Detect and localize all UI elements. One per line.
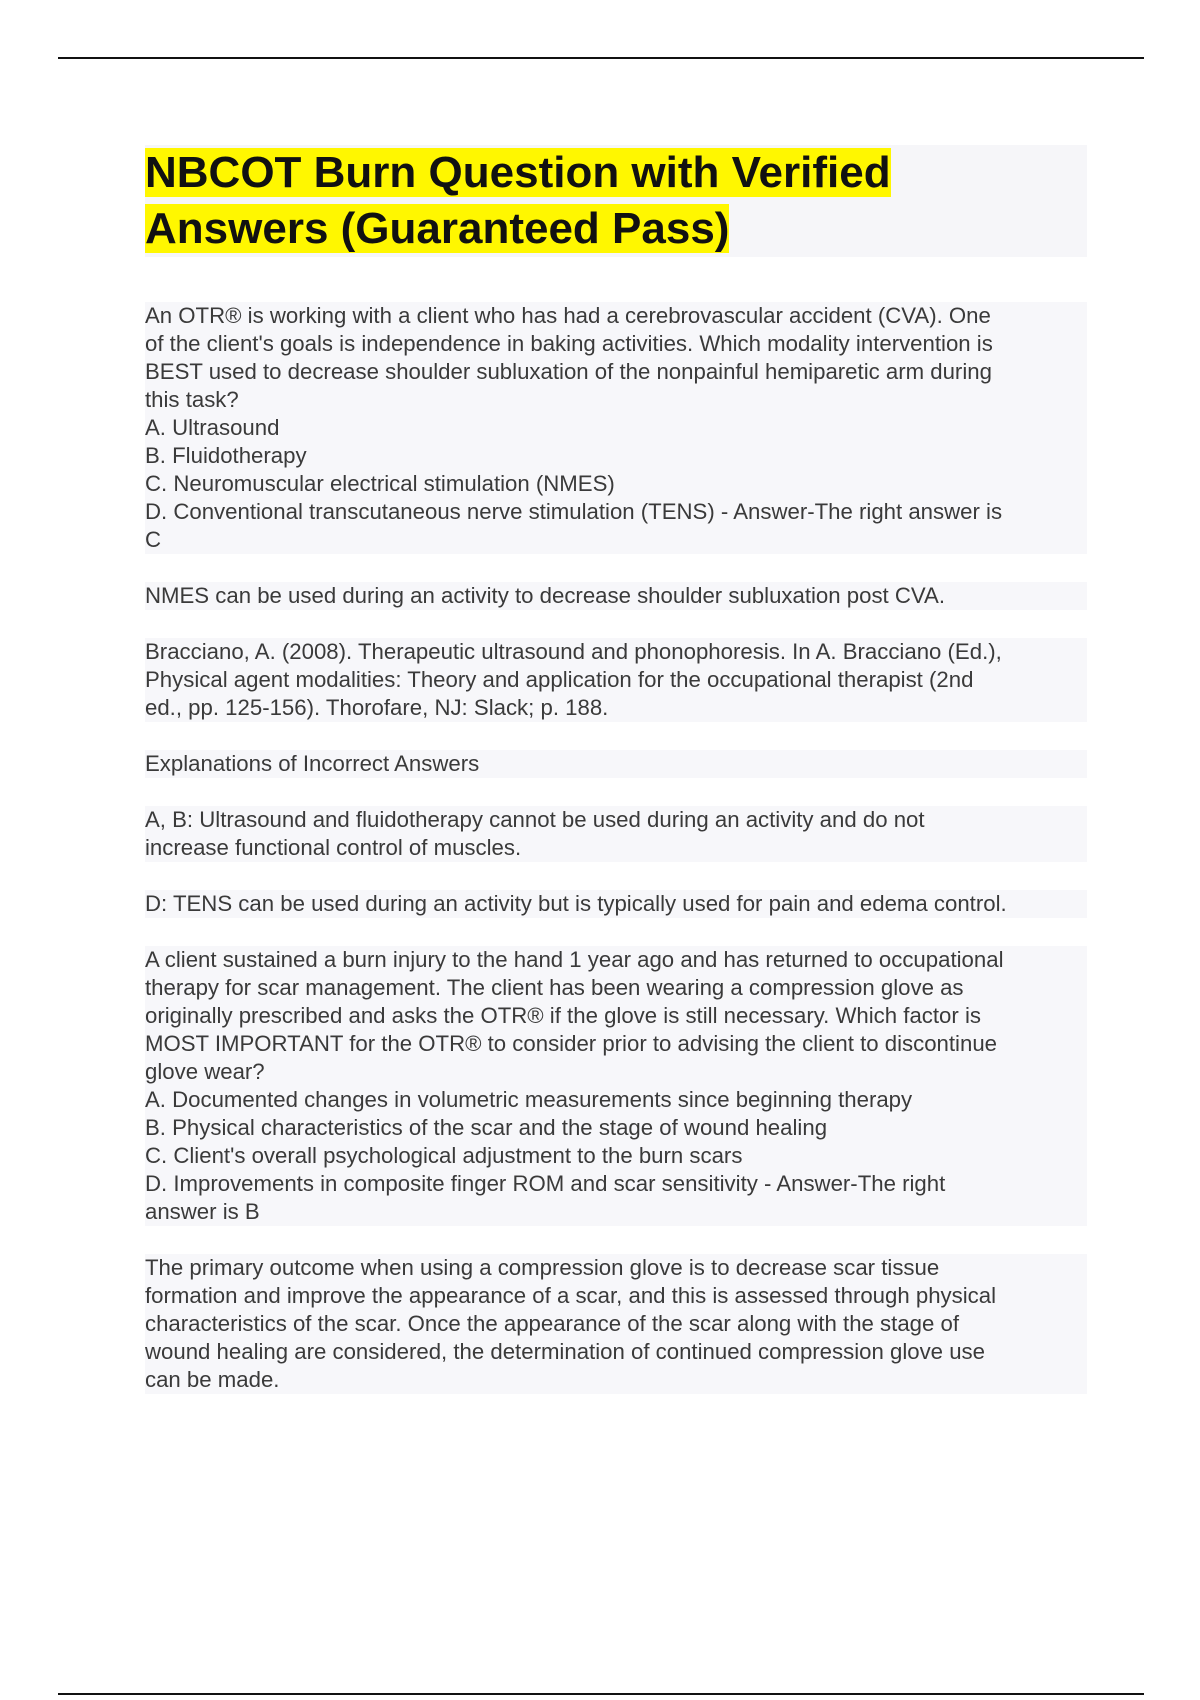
text-line: A client sustained a burn injury to the hand 1 year ago and has returned to occupational — [145, 947, 1004, 972]
answer-line: answer is B — [145, 1199, 260, 1224]
text-line: therapy for scar management. The client has been wearing a compression glove as — [145, 975, 964, 1000]
explanations-heading — [145, 750, 1087, 778]
text-line: characteristics of the scar. Once the appearance of the scar along with the stage of — [145, 1311, 960, 1336]
option-d: D. Conventional transcutaneous nerve stimulation (TENS) - Answer-The right answer is — [145, 499, 1003, 524]
bottom-rule — [58, 1693, 1144, 1695]
text-line: ed., pp. 125-156). Thorofare, NJ: Slack; p. 188. — [145, 695, 609, 720]
text-line: increase functional control of muscles. — [145, 835, 522, 860]
question-1 — [145, 302, 1087, 554]
explanation-ab — [145, 806, 1087, 862]
title-line: NBCOT Burn Question with Verified — [145, 148, 891, 197]
page-title — [145, 145, 975, 257]
text-line: formation and improve the appearance of a scar, and this is assessed through physical — [145, 1283, 997, 1308]
text-line: originally prescribed and asks the OTR® if the glove is still necessary. Which factor is — [145, 1003, 981, 1028]
question-2 — [145, 946, 1087, 1226]
text-line: wound healing are considered, the determination of continued compression glove use — [145, 1339, 985, 1364]
text-line: MOST IMPORTANT for the OTR® to consider prior to advising the client to discontinue — [145, 1031, 998, 1056]
reference-1 — [145, 638, 1087, 722]
option-a: A. Documented changes in volumetric measurements since beginning therapy — [145, 1087, 913, 1112]
text-line: An OTR® is working with a client who has had a cerebrovascular accident (CVA). One — [145, 303, 991, 328]
text-line: BEST used to decrease shoulder subluxation of the nonpainful hemiparetic arm during — [145, 359, 992, 384]
title-block — [145, 145, 1087, 257]
text-line: NMES can be used during an activity to decrease shoulder subluxation post CVA. — [145, 583, 946, 608]
explanation-d — [145, 890, 1087, 918]
document-body — [145, 302, 1087, 1422]
title-line: Answers (Guaranteed Pass) — [145, 204, 730, 253]
text-line: Explanations of Incorrect Answers — [145, 751, 480, 776]
option-b: B. Fluidotherapy — [145, 443, 307, 468]
text-line: A, B: Ultrasound and fluidotherapy cannot be used during an activity and do not — [145, 807, 925, 832]
option-b: B. Physical characteristics of the scar and the stage of wound healing — [145, 1115, 828, 1140]
option-c: C. Neuromuscular electrical stimulation (NMES) — [145, 471, 615, 496]
text-line: this task? — [145, 387, 239, 412]
answer-line: C — [145, 527, 162, 552]
option-c: C. Client's overall psychological adjustment to the burn scars — [145, 1143, 743, 1168]
text-line: can be made. — [145, 1367, 280, 1392]
option-a: A. Ultrasound — [145, 415, 280, 440]
top-rule — [58, 57, 1144, 59]
rationale-1 — [145, 582, 1087, 610]
text-line: glove wear? — [145, 1059, 265, 1084]
rationale-2 — [145, 1254, 1087, 1394]
text-line: of the client's goals is independence in baking activities. Which modality intervention is — [145, 331, 993, 356]
option-d: D. Improvements in composite finger ROM and scar sensitivity - Answer-The right — [145, 1171, 946, 1196]
text-line: Bracciano, A. (2008). Therapeutic ultrasound and phonophoresis. In A. Bracciano (Ed.), — [145, 639, 1002, 664]
text-line: The primary outcome when using a compression glove is to decrease scar tissue — [145, 1255, 940, 1280]
text-line: D: TENS can be used during an activity but is typically used for pain and edema control. — [145, 891, 1007, 916]
text-line: Physical agent modalities: Theory and application for the occupational therapist (2nd — [145, 667, 974, 692]
